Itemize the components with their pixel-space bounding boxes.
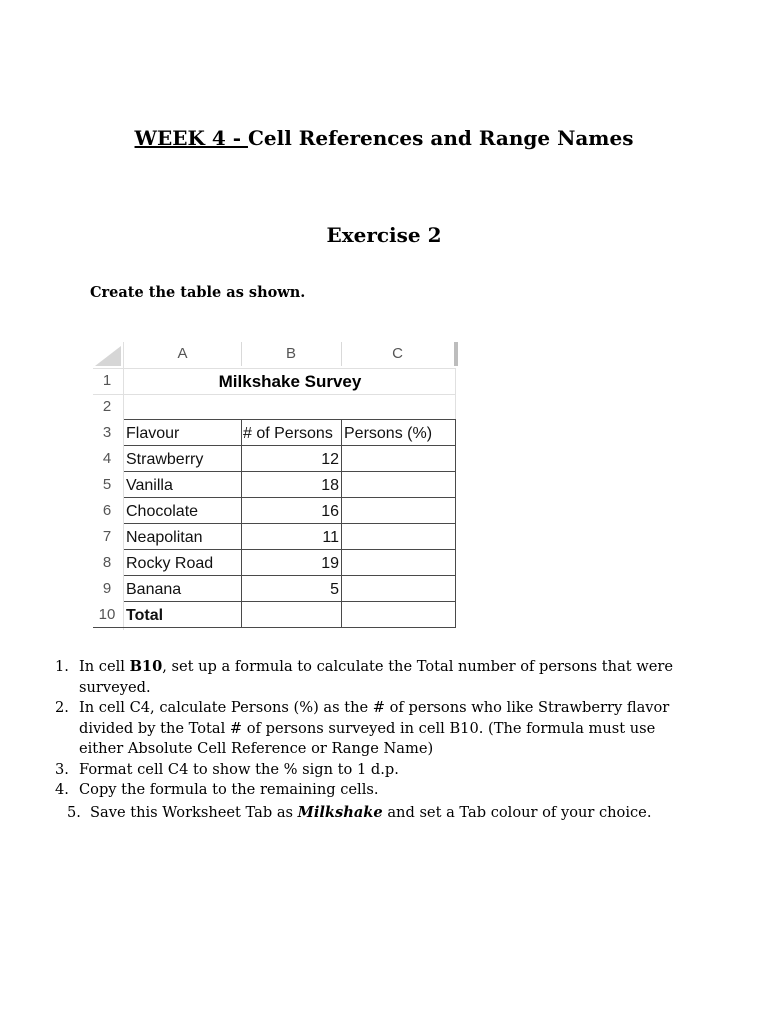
sheet-title: Milkshake Survey <box>218 372 362 391</box>
table-row: 5 <box>330 581 339 598</box>
step-number: 5. <box>67 803 81 821</box>
total-label: Total <box>126 607 164 624</box>
table-row: 16 <box>321 503 339 520</box>
row-header-9: 9 <box>102 580 112 597</box>
column-header-c: C <box>392 345 403 362</box>
sheet-edge <box>454 342 458 366</box>
step-number: 3. <box>55 760 69 778</box>
row-header-5: 5 <box>102 476 112 493</box>
row-header-7: 7 <box>102 528 112 545</box>
row-header-1: 1 <box>102 372 112 389</box>
row-header-4: 4 <box>102 450 112 467</box>
title-week: WEEK 4 - <box>134 126 248 150</box>
table-row: 19 <box>321 555 339 572</box>
table-row: 12 <box>321 451 339 468</box>
gridline <box>93 394 456 395</box>
column-separator <box>341 342 342 366</box>
header-flavour: Flavour <box>126 425 180 442</box>
header-persons-percent: Persons (%) <box>344 425 433 442</box>
page-title <box>0 126 768 150</box>
list-item <box>55 698 695 760</box>
table-border <box>455 419 456 628</box>
step-bold: Milkshake <box>297 803 383 821</box>
title-topic: Cell References and Range Names <box>247 126 634 150</box>
intro-text: Create the table as shown. <box>90 284 306 301</box>
step-text: Copy the formula to the remaining cells. <box>79 781 379 798</box>
instruction-list <box>55 657 695 823</box>
step-text: Format cell C4 to show the % sign to 1 d.p. <box>79 760 399 778</box>
row-header-2: 2 <box>102 398 112 415</box>
step-text: and set a Tab colour of your choice. <box>382 803 652 821</box>
list-item <box>55 760 695 781</box>
select-all-corner <box>95 346 121 366</box>
table-row: Chocolate <box>126 503 199 520</box>
table-border <box>241 419 242 628</box>
table-border <box>341 419 342 628</box>
step-text: , set up a formula to calculate the Total number of persons that were surveyed. <box>79 658 674 696</box>
list-item <box>55 657 695 698</box>
spreadsheet-image <box>93 342 459 630</box>
column-separator <box>241 342 242 366</box>
table-row: Strawberry <box>126 451 204 468</box>
table-row: 11 <box>322 529 339 546</box>
step-text: In cell C4, calculate Persons (%) as the # of persons who like Strawberry flavor divided by the Total # of persons surveyed in cell B10. (The formula must use either Absolute Cell Reference or Range Name) <box>79 699 670 757</box>
header-persons: # of Persons <box>243 425 333 442</box>
step-number: 2. <box>55 699 69 716</box>
list-item <box>55 803 695 824</box>
column-header-a: A <box>177 345 188 362</box>
table-row: 18 <box>321 477 339 494</box>
row-header-10: 10 <box>98 606 116 623</box>
row-header-8: 8 <box>102 554 112 571</box>
table-row: Neapolitan <box>126 529 203 546</box>
table-row: Banana <box>126 581 182 598</box>
step-number: 1. <box>55 658 69 675</box>
list-item <box>55 780 695 801</box>
row-header-6: 6 <box>102 502 112 519</box>
step-bold: B10 <box>129 658 163 675</box>
step-number: 4. <box>55 781 69 798</box>
step-text: In cell <box>79 658 130 675</box>
table-row: Rocky Road <box>126 555 214 572</box>
step-text: Save this Worksheet Tab as <box>90 803 298 821</box>
row-header-3: 3 <box>102 424 112 441</box>
exercise-heading: Exercise 2 <box>326 223 442 247</box>
table-row: Vanilla <box>126 477 173 494</box>
column-header-b: B <box>285 345 296 362</box>
